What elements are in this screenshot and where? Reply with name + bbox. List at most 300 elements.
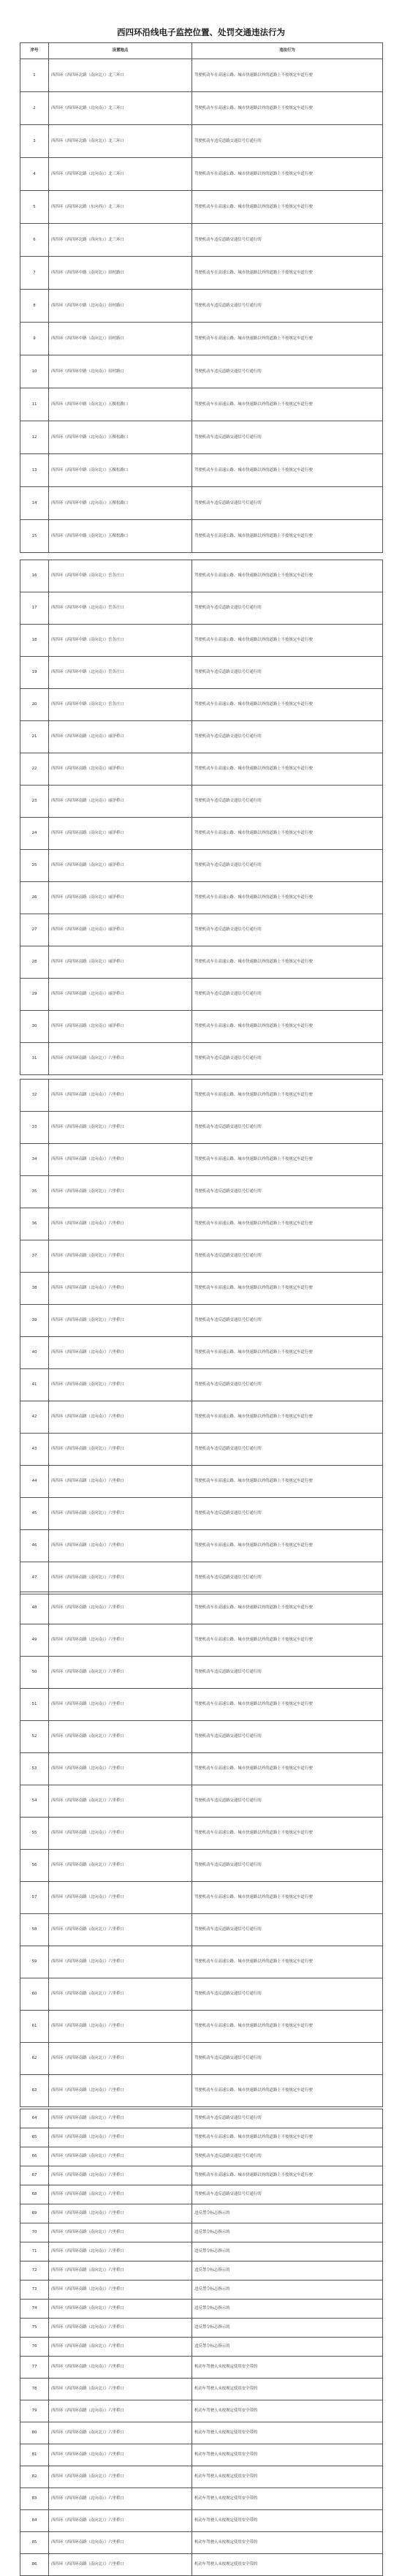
row-number: 43	[20, 1434, 49, 1466]
row-location: 西四环《西四环南路（北向南）》六里桥口	[49, 2400, 192, 2422]
header-violation: 违法行为	[192, 43, 383, 59]
row-number: 37	[20, 1240, 49, 1273]
row-number: 79	[20, 2400, 49, 2422]
row-number: 15	[20, 520, 49, 553]
row-number: 51	[20, 1689, 49, 1721]
row-number: 35	[20, 1176, 49, 1208]
row-violation: 驾驶机动车在高速公路、城市快速路以外的道路上不按规定车道行驶	[192, 1624, 383, 1657]
row-location: 西四环《西四环中路（北向南）》田村路口	[49, 290, 192, 323]
row-location: 西四环《西四环南路（南向北）》六里桥口	[49, 1850, 192, 1882]
row-location: 西四环《西四环南路（南向北）》六里桥口	[49, 2466, 192, 2488]
row-violation: 违反禁令标志指示的	[192, 2281, 383, 2300]
table-row	[20, 1721, 383, 1753]
row-number: 16	[20, 560, 49, 592]
row-violation: 驾驶机动车在高速公路、城市快速路以外的道路上不按规定车道行驶	[192, 689, 383, 721]
row-location: 西四环《西四环南路（南向北）》六里桥口	[49, 2422, 192, 2444]
row-location: 西四环《西四环南路（北向南）》六里桥口	[49, 1753, 192, 1785]
row-number: 49	[20, 1624, 49, 1657]
row-location: 西四环《西四环南路（南向北）》六里桥口	[49, 2147, 192, 2166]
row-location: 西四环《西四环中路（南向北）》五棵松路口	[49, 520, 192, 553]
table-row	[20, 2488, 383, 2510]
row-number: 19	[20, 657, 49, 689]
row-number: 85	[20, 2532, 49, 2554]
table-row	[20, 914, 383, 946]
row-number: 18	[20, 625, 49, 657]
row-location: 西四环《西四环中路（北向南）》五棵松路口	[49, 487, 192, 520]
table-row	[20, 1176, 383, 1208]
table-row	[20, 1624, 383, 1657]
row-number: 11	[20, 388, 49, 421]
row-violation: 机动车驾驶人未按规定使用安全带的	[192, 2488, 383, 2510]
row-number: 81	[20, 2444, 49, 2466]
row-location: 西四环《西四环南路（南向北）》六里桥口	[49, 2223, 192, 2242]
table-row	[20, 2223, 383, 2242]
row-violation: 驾驶机动车违反道路交通信号灯通行的	[192, 1721, 383, 1753]
row-number: 57	[20, 1882, 49, 1914]
row-location: 西四环《西四环南路（北向南）》丽泽桥口	[49, 753, 192, 786]
row-violation: 机动车驾驶人未按规定使用安全带的	[192, 2554, 383, 2576]
row-location: 西四环《西四环南路（南向北）》六里桥口	[49, 2185, 192, 2204]
row-location: 西四环《西四环南路（北向南）》六里桥口	[49, 1624, 192, 1657]
row-number: 1	[20, 59, 49, 92]
table-row	[20, 2444, 383, 2466]
row-violation: 机动车驾驶人未按规定使用安全带的	[192, 2466, 383, 2488]
table-row	[20, 323, 383, 355]
row-number: 70	[20, 2223, 49, 2242]
row-location: 西四环《西四环南路（北向南）》六里桥口	[49, 1689, 192, 1721]
row-violation: 驾驶机动车违反道路交通信号灯通行的	[192, 224, 383, 257]
row-location: 西四环《西四环南路（北向南）》六里桥口	[49, 1882, 192, 1914]
row-location: 西四环《西四环南路（北向南）》丽泽桥口	[49, 1011, 192, 1043]
row-number: 47	[20, 1562, 49, 1594]
table-row	[20, 355, 383, 388]
row-number: 23	[20, 786, 49, 818]
row-violation: 驾驶机动车在高速公路、城市快速路以外的道路上不按规定车道行驶	[192, 560, 383, 592]
row-location: 西四环《西四环南路（北向南）》六里桥口	[49, 2281, 192, 2300]
table-row	[20, 1785, 383, 1818]
table-row	[20, 1208, 383, 1240]
row-number: 2	[20, 92, 49, 125]
row-number: 54	[20, 1785, 49, 1818]
row-number: 69	[20, 2204, 49, 2223]
row-location: 西四环《西四环中路（南向北）》岳各庄口	[49, 560, 192, 592]
row-violation: 驾驶机动车违反道路交通信号灯通行的	[192, 1176, 383, 1208]
table-row	[20, 1043, 383, 1075]
row-location: 西四环《西四环北路（南向北）》北三环口	[49, 59, 192, 92]
table-row	[20, 946, 383, 979]
row-number: 61	[20, 2011, 49, 2043]
row-location: 西四环《西四环南路（北向南）》丽泽桥口	[49, 786, 192, 818]
row-violation: 驾驶机动车在高速公路、城市快速路以外的道路上不按规定车道行驶	[192, 1273, 383, 1305]
row-location: 西四环《西四环南路（北向南）》六里桥口	[49, 2319, 192, 2338]
row-violation: 驾驶机动车在高速公路、城市快速路以外的道路上不按规定车道行驶	[192, 1689, 383, 1721]
table-row	[20, 158, 383, 191]
row-number: 31	[20, 1043, 49, 1075]
table-row	[20, 1592, 383, 1624]
row-location: 西四环《西四环南路（南向北）》六里桥口	[49, 1176, 192, 1208]
row-violation: 违反禁令标志指示的	[192, 2204, 383, 2223]
row-number: 30	[20, 1011, 49, 1043]
row-violation: 驾驶机动车在高速公路、城市快速路以外的道路上不按规定车道行驶	[192, 92, 383, 125]
row-violation: 驾驶机动车违反道路交通信号灯通行的	[192, 1305, 383, 1337]
row-violation: 驾驶机动车在高速公路、城市快速路以外的道路上不按规定车道行驶	[192, 1530, 383, 1562]
table-row	[20, 1466, 383, 1498]
table-row	[20, 1011, 383, 1043]
row-violation: 驾驶机动车在高速公路、城市快速路以外的道路上不按规定车道行驶	[192, 1466, 383, 1498]
row-violation: 驾驶机动车违反道路交通信号灯通行的	[192, 1043, 383, 1075]
row-location: 西四环《西四环南路（北向南）》六里桥口	[49, 2166, 192, 2185]
row-location: 西四环《西四环北路（东向西）》北三环口	[49, 191, 192, 224]
row-violation: 驾驶机动车在高速公路、城市快速路以外的道路上不按规定车道行驶	[192, 59, 383, 92]
row-number: 48	[20, 1592, 49, 1624]
row-location: 西四环《西四环南路（北向南）》丽泽桥口	[49, 979, 192, 1011]
row-violation: 机动车驾驶人未按规定使用安全带的	[192, 2400, 383, 2422]
table-row	[20, 1401, 383, 1434]
table-row	[20, 2532, 383, 2554]
row-location: 西四环《西四环中路（南向北）》五棵松路口	[49, 388, 192, 421]
row-violation: 驾驶机动车违反道路交通信号灯通行的	[192, 2185, 383, 2204]
row-number: 64	[20, 2109, 49, 2128]
row-violation: 驾驶机动车在高速公路、城市快速路以外的道路上不按规定车道行驶	[192, 1144, 383, 1176]
row-number: 65	[20, 2128, 49, 2147]
table-row	[20, 1498, 383, 1530]
row-violation: 驾驶机动车在高速公路、城市快速路以外的道路上不按规定车道行驶	[192, 388, 383, 421]
row-violation: 驾驶机动车违反道路交通信号灯通行的	[192, 2043, 383, 2075]
row-violation: 驾驶机动车在高速公路、城市快速路以外的道路上不按规定车道行驶	[192, 1337, 383, 1369]
table-row	[20, 1914, 383, 1946]
table-row	[20, 625, 383, 657]
row-violation: 驾驶机动车违反道路交通信号灯通行的	[192, 125, 383, 158]
row-number: 50	[20, 1657, 49, 1689]
table-row	[20, 1434, 383, 1466]
row-location: 西四环《西四环南路（北向南）》六里桥口	[49, 2011, 192, 2043]
row-violation: 违反禁令标志指示的	[192, 2338, 383, 2357]
table-row	[20, 388, 383, 421]
table-row	[20, 1978, 383, 2011]
row-violation: 机动车驾驶人未按规定使用安全带的	[192, 2422, 383, 2444]
row-violation: 驾驶机动车违反道路交通信号灯通行的	[192, 1369, 383, 1401]
row-number: 72	[20, 2261, 49, 2281]
row-number: 7	[20, 257, 49, 290]
table-row	[20, 191, 383, 224]
table-row	[20, 689, 383, 721]
row-violation: 机动车驾驶人未按规定使用安全带的	[192, 2510, 383, 2532]
row-location: 西四环《西四环南路（南向北）》六里桥口	[49, 1043, 192, 1075]
row-location: 西四环《西四环南路（南向北）》丽泽桥口	[49, 818, 192, 850]
row-number: 58	[20, 1914, 49, 1946]
camera-table-part-2	[20, 560, 383, 1075]
row-location: 西四环《西四环南路（南向北）》丽泽桥口	[49, 946, 192, 979]
row-violation: 驾驶机动车违反道路交通信号灯通行的	[192, 1914, 383, 1946]
row-location: 西四环《西四环南路（南向北）》六里桥口	[49, 1657, 192, 1689]
row-location: 西四环《西四环南路（北向南）》六里桥口	[49, 1401, 192, 1434]
row-location: 西四环《西四环南路（南向北）》六里桥口	[49, 2109, 192, 2128]
row-number: 20	[20, 689, 49, 721]
table-row	[20, 2554, 383, 2576]
table-row	[20, 882, 383, 914]
row-violation: 驾驶机动车在高速公路、城市快速路以外的道路上不按规定车道行驶	[192, 946, 383, 979]
row-location: 西四环《西四环南路（南向北）》六里桥口	[49, 2338, 192, 2357]
table-row	[20, 1240, 383, 1273]
table-row	[20, 290, 383, 323]
row-violation: 驾驶机动车违反道路交通信号灯通行的	[192, 2109, 383, 2128]
table-row	[20, 560, 383, 592]
row-number: 78	[20, 2379, 49, 2400]
table-row	[20, 592, 383, 625]
row-violation: 违反禁令标志指示的	[192, 2261, 383, 2281]
table-row	[20, 1273, 383, 1305]
row-location: 西四环《西四环中路（北向南）》岳各庄口	[49, 592, 192, 625]
table-row	[20, 1530, 383, 1562]
table-row	[20, 2242, 383, 2261]
row-violation: 驾驶机动车在高速公路、城市快速路以外的道路上不按规定车道行驶	[192, 2166, 383, 2185]
row-number: 62	[20, 2043, 49, 2075]
row-number: 66	[20, 2147, 49, 2166]
row-location: 西四环《西四环南路（南向北）》六里桥口	[49, 1562, 192, 1594]
row-location: 西四环《西四环南路（北向南）》六里桥口	[49, 2488, 192, 2510]
table-header-row	[20, 43, 383, 59]
table-row	[20, 2166, 383, 2185]
row-violation: 驾驶机动车违反道路交通信号灯通行的	[192, 657, 383, 689]
row-number: 29	[20, 979, 49, 1011]
row-violation: 机动车驾驶人未按规定使用安全带的	[192, 2532, 383, 2554]
row-location: 西四环《西四环南路（南向北）》六里桥口	[49, 2043, 192, 2075]
row-number: 73	[20, 2281, 49, 2300]
table-row	[20, 92, 383, 125]
table-row	[20, 2300, 383, 2319]
table-row	[20, 1882, 383, 1914]
row-number: 74	[20, 2300, 49, 2319]
table-row	[20, 1657, 383, 1689]
row-location: 西四环《西四环南路（北向南）》六里桥口	[49, 2444, 192, 2466]
row-location: 西四环《西四环南路（北向南）》六里桥口	[49, 1818, 192, 1850]
row-number: 75	[20, 2319, 49, 2338]
table-row	[20, 657, 383, 689]
row-location: 西四环《西四环北路（南向北）》北三环口	[49, 125, 192, 158]
row-location: 西四环《西四环南路（南向北）》六里桥口	[49, 1305, 192, 1337]
table-row	[20, 1689, 383, 1721]
table-row	[20, 454, 383, 487]
row-violation: 驾驶机动车在高速公路、城市快速路以外的道路上不按规定车道行驶	[192, 2128, 383, 2147]
row-violation: 驾驶机动车在高速公路、城市快速路以外的道路上不按规定车道行驶	[192, 1592, 383, 1624]
row-number: 5	[20, 191, 49, 224]
table-row	[20, 487, 383, 520]
table-row	[20, 1080, 383, 1112]
row-violation: 驾驶机动车违反道路交通信号灯通行的	[192, 1562, 383, 1594]
row-location: 西四环《西四环南路（北向南）》丽泽桥口	[49, 721, 192, 753]
row-violation: 驾驶机动车违反道路交通信号灯通行的	[192, 421, 383, 454]
row-violation: 驾驶机动车在高速公路、城市快速路以外的道路上不按规定车道行驶	[192, 1401, 383, 1434]
row-violation: 驾驶机动车违反道路交通信号灯通行的	[192, 786, 383, 818]
row-number: 83	[20, 2488, 49, 2510]
table-row	[20, 2422, 383, 2444]
row-location: 西四环《西四环南路（北向南）》六里桥口	[49, 1337, 192, 1369]
row-number: 55	[20, 1818, 49, 1850]
row-violation: 驾驶机动车违反道路交通信号灯通行的	[192, 979, 383, 1011]
row-location: 西四环《西四环南路（北向南）》六里桥口	[49, 2357, 192, 2379]
row-number: 34	[20, 1144, 49, 1176]
row-location: 西四环《西四环南路（南向北）》六里桥口	[49, 1112, 192, 1144]
table-row	[20, 1144, 383, 1176]
row-violation: 驾驶机动车在高速公路、城市快速路以外的道路上不按规定车道行驶	[192, 323, 383, 355]
camera-table-part-4	[20, 1592, 383, 2107]
row-violation: 驾驶机动车在高速公路、城市快速路以外的道路上不按规定车道行驶	[192, 520, 383, 553]
row-violation: 机动车驾驶人未按规定使用安全带的	[192, 2444, 383, 2466]
row-number: 10	[20, 355, 49, 388]
row-location: 西四环《西四环南路（南向北）》六里桥口	[49, 1498, 192, 1530]
row-number: 42	[20, 1401, 49, 1434]
row-number: 38	[20, 1273, 49, 1305]
header-location: 设置地点	[49, 43, 192, 59]
row-number: 32	[20, 1080, 49, 1112]
row-violation: 驾驶机动车违反道路交通信号灯通行的	[192, 1434, 383, 1466]
row-location: 西四环《西四环南路（南向北）》六里桥口	[49, 1434, 192, 1466]
row-number: 33	[20, 1112, 49, 1144]
table-row	[20, 2185, 383, 2204]
table-row	[20, 1946, 383, 1978]
page-title: 西四环沿线电子监控位置、处罚交通违法行为	[117, 27, 285, 37]
table-row	[20, 224, 383, 257]
row-violation: 驾驶机动车在高速公路、城市快速路以外的道路上不按规定车道行驶	[192, 257, 383, 290]
table-row	[20, 2204, 383, 2223]
row-number: 8	[20, 290, 49, 323]
row-number: 36	[20, 1208, 49, 1240]
table-row	[20, 753, 383, 786]
row-number: 44	[20, 1466, 49, 1498]
row-violation: 驾驶机动车违反道路交通信号灯通行的	[192, 1785, 383, 1818]
row-number: 80	[20, 2422, 49, 2444]
row-location: 西四环《西四环南路（北向南）》六里桥口	[49, 2128, 192, 2147]
row-location: 西四环《西四环南路（北向南）》六里桥口	[49, 1273, 192, 1305]
row-violation: 驾驶机动车违反道路交通信号灯通行的	[192, 1498, 383, 1530]
row-violation: 驾驶机动车在高速公路、城市快速路以外的道路上不按规定车道行驶	[192, 1011, 383, 1043]
row-violation: 驾驶机动车在高速公路、城市快速路以外的道路上不按规定车道行驶	[192, 158, 383, 191]
row-location: 西四环《西四环中路（南向北）》田村路口	[49, 257, 192, 290]
row-violation: 驾驶机动车在高速公路、城市快速路以外的道路上不按规定车道行驶	[192, 753, 383, 786]
row-location: 西四环《西四环南路（南向北）》丽泽桥口	[49, 850, 192, 882]
row-number: 24	[20, 818, 49, 850]
table-row	[20, 850, 383, 882]
row-location: 西四环《西四环南路（北向南）》六里桥口	[49, 1208, 192, 1240]
row-location: 西四环《西四环南路（北向南）》六里桥口	[49, 1466, 192, 1498]
row-location: 西四环《西四环南路（北向南）》六里桥口	[49, 1144, 192, 1176]
row-number: 45	[20, 1498, 49, 1530]
camera-table-part-1	[20, 42, 383, 553]
row-violation: 违反禁令标志指示的	[192, 2300, 383, 2319]
row-number: 77	[20, 2357, 49, 2379]
table-row	[20, 1850, 383, 1882]
row-violation: 驾驶机动车违反道路交通信号灯通行的	[192, 1240, 383, 1273]
row-number: 27	[20, 914, 49, 946]
row-violation: 驾驶机动车违反道路交通信号灯通行的	[192, 487, 383, 520]
row-number: 25	[20, 850, 49, 882]
table-row	[20, 2261, 383, 2281]
row-violation: 驾驶机动车违反道路交通信号灯通行的	[192, 290, 383, 323]
row-location: 西四环《西四环南路（北向南）》六里桥口	[49, 1592, 192, 1624]
row-number: 82	[20, 2466, 49, 2488]
table-row	[20, 2075, 383, 2107]
row-location: 西四环《西四环中路（北向南）》岳各庄口	[49, 657, 192, 689]
row-number: 39	[20, 1305, 49, 1337]
table-row	[20, 1369, 383, 1401]
row-violation: 驾驶机动车在高速公路、城市快速路以外的道路上不按规定车道行驶	[192, 818, 383, 850]
row-number: 28	[20, 946, 49, 979]
row-violation: 违反禁令标志指示的	[192, 2319, 383, 2338]
table-row	[20, 1818, 383, 1850]
row-number: 13	[20, 454, 49, 487]
row-violation: 违反禁令标志指示的	[192, 2223, 383, 2242]
table-row	[20, 1305, 383, 1337]
table-row	[20, 59, 383, 92]
row-location: 西四环《西四环中路（北向南）》田村路口	[49, 355, 192, 388]
table-row	[20, 1753, 383, 1785]
row-violation: 驾驶机动车违反道路交通信号灯通行的	[192, 355, 383, 388]
table-row	[20, 1562, 383, 1594]
row-location: 西四环《西四环南路（南向北）》六里桥口	[49, 2510, 192, 2532]
row-number: 59	[20, 1946, 49, 1978]
row-number: 6	[20, 224, 49, 257]
row-number: 53	[20, 1753, 49, 1785]
row-violation: 驾驶机动车违反道路交通信号灯通行的	[192, 1112, 383, 1144]
row-number: 4	[20, 158, 49, 191]
row-location: 西四环《西四环南路（南向北）》丽泽桥口	[49, 882, 192, 914]
row-violation: 机动车驾驶人未按规定使用安全带的	[192, 2379, 383, 2400]
row-number: 40	[20, 1337, 49, 1369]
row-number: 9	[20, 323, 49, 355]
table-row	[20, 979, 383, 1011]
row-number: 21	[20, 721, 49, 753]
row-violation: 驾驶机动车违反道路交通信号灯通行的	[192, 1850, 383, 1882]
table-row	[20, 2281, 383, 2300]
row-location: 西四环《西四环中路（南向北）》岳各庄口	[49, 689, 192, 721]
row-number: 52	[20, 1721, 49, 1753]
row-location: 西四环《西四环北路（西向东）》北三环口	[49, 224, 192, 257]
row-violation: 驾驶机动车违反道路交通信号灯通行的	[192, 592, 383, 625]
row-violation: 驾驶机动车在高速公路、城市快速路以外的道路上不按规定车道行驶	[192, 882, 383, 914]
row-violation: 驾驶机动车违反道路交通信号灯通行的	[192, 914, 383, 946]
row-violation: 驾驶机动车违反道路交通信号灯通行的	[192, 850, 383, 882]
row-violation: 驾驶机动车在高速公路、城市快速路以外的道路上不按规定车道行驶	[192, 191, 383, 224]
row-number: 63	[20, 2075, 49, 2107]
table-row	[20, 2147, 383, 2166]
row-number: 71	[20, 2242, 49, 2261]
row-violation: 驾驶机动车在高速公路、城市快速路以外的道路上不按规定车道行驶	[192, 1946, 383, 1978]
row-number: 86	[20, 2554, 49, 2576]
row-number: 14	[20, 487, 49, 520]
row-location: 西四环《西四环北路（北向南）》北三环口	[49, 92, 192, 125]
row-violation: 驾驶机动车在高速公路、城市快速路以外的道路上不按规定车道行驶	[192, 2011, 383, 2043]
row-violation: 违反禁令标志指示的	[192, 2242, 383, 2261]
row-location: 西四环《西四环南路（南向北）》六里桥口	[49, 1978, 192, 2011]
row-violation: 驾驶机动车违反道路交通信号灯通行的	[192, 721, 383, 753]
row-violation: 驾驶机动车在高速公路、城市快速路以外的道路上不按规定车道行驶	[192, 2075, 383, 2107]
row-number: 12	[20, 421, 49, 454]
table-row	[20, 2379, 383, 2400]
table-row	[20, 2011, 383, 2043]
table-row	[20, 520, 383, 553]
row-location: 西四环《西四环南路（北向南）》六里桥口	[49, 2242, 192, 2261]
table-row	[20, 2357, 383, 2379]
row-violation: 驾驶机动车在高速公路、城市快速路以外的道路上不按规定车道行驶	[192, 454, 383, 487]
row-number: 76	[20, 2338, 49, 2357]
table-row	[20, 2510, 383, 2532]
row-location: 西四环《西四环南路（北向南）》六里桥口	[49, 1946, 192, 1978]
row-violation: 驾驶机动车违反道路交通信号灯通行的	[192, 1657, 383, 1689]
table-row	[20, 2109, 383, 2128]
row-location: 西四环《西四环南路（南向北）》六里桥口	[49, 2261, 192, 2281]
row-number: 60	[20, 1978, 49, 2011]
table-row	[20, 818, 383, 850]
